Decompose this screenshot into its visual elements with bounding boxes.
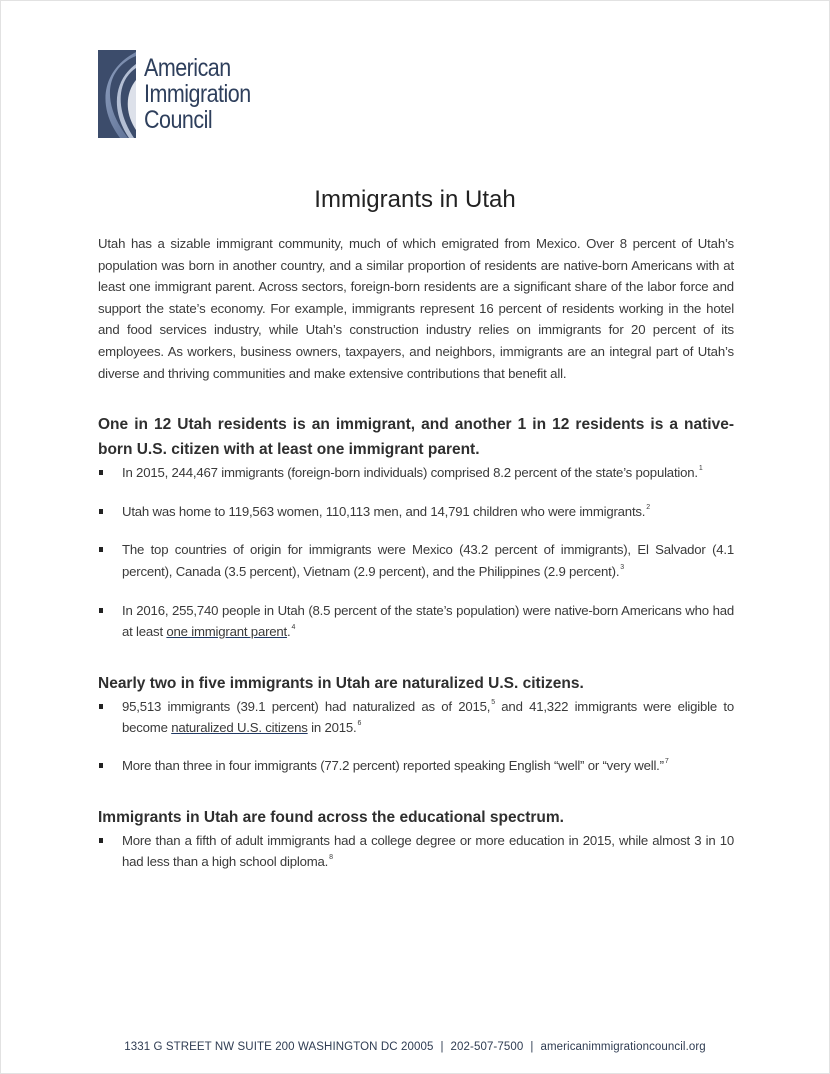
bullet-square-icon xyxy=(99,470,103,475)
footnote-ref[interactable]: 3 xyxy=(620,563,624,571)
bullet-square-icon xyxy=(99,608,103,613)
logo-line-council: Council xyxy=(144,106,213,134)
naturalized-citizens-link[interactable]: naturalized U.S. citizens xyxy=(171,720,308,736)
footnote-ref[interactable]: 4 xyxy=(291,624,296,632)
bullet-square-icon xyxy=(99,838,103,843)
logo-wordmark xyxy=(144,50,251,138)
logo-line-immigration: Immigration xyxy=(144,80,251,108)
list-item: In 2015, 244,467 immigrants (foreign-born individuals) comprised 8.2 percent of the state’s population.$^1$ xyxy=(98,462,734,484)
footer-separator: | xyxy=(530,1041,534,1053)
bullet-list-citizenship xyxy=(98,696,734,777)
logo-line-american: American xyxy=(144,54,231,82)
footer-website-link[interactable]: americanimmigrationcouncil.org xyxy=(540,1041,706,1053)
organization-logo xyxy=(98,50,268,138)
bullet-square-icon xyxy=(99,547,103,552)
section-heading-residents: One in 12 Utah residents is an immigrant, and another 1 in 12 residents is a native-born U.S. citizen with at least one immigrant parent. xyxy=(98,416,734,459)
intro-paragraph: Utah has a sizable immigrant community, much of which emigrated from Mexico. Over 8 percent of Utah’s population was born in another country, and a similar proportion of residents are native-born Americans with at least one immigrant parent. Across sectors, foreign-born residents are a significant share of the labor force and support the state’s economy. For example, immigrants represent 16 percent of residents working in the hotel and food services industry, while Utah’s construction industry relies on immigrants for 20 percent of its employees. As workers, business owners, taxpayers, and neighbors, immigrants are an integral part of Utah’s diverse and thriving communities and make extensive contributions that benefit all. xyxy=(98,236,734,381)
footer-address: 1331 G STREET NW SUITE 200 WASHINGTON DC 20005 xyxy=(124,1041,434,1053)
one-immigrant-parent-link[interactable]: one immigrant parent xyxy=(166,624,288,640)
list-item: Utah was home to 119,563 women, 110,113 men, and 14,791 children who were immigrants.$^2$ xyxy=(98,501,734,523)
list-item: More than three in four immigrants (77.2 percent) reported speaking English “well” or “very well.”$^7$ xyxy=(98,755,734,777)
section-heading-education: Immigrants in Utah are found across the educational spectrum. xyxy=(98,808,564,826)
footer-separator: | xyxy=(440,1041,444,1053)
bullet-list-education xyxy=(98,830,734,873)
bullet-square-icon xyxy=(99,509,103,514)
footnote-ref[interactable]: 2 xyxy=(646,503,650,511)
bullet-square-icon xyxy=(99,763,103,768)
footnote-ref[interactable]: 6 xyxy=(357,720,362,728)
list-item: 95,513 immigrants (39.1 percent) had naturalized as of 2015,$^5$ and 41,322 immigrants were eligible to become naturalized U.S. citizens in 2015.$^6$ xyxy=(98,696,734,739)
list-item: More than a fifth of adult immigrants had a college degree or more education in 2015, while almost 3 in 10 had less than a high school diploma.$^8$ xyxy=(98,830,734,873)
page-footer xyxy=(0,1041,830,1053)
section-heading-citizenship: Nearly two in five immigrants in Utah are naturalized U.S. citizens. xyxy=(98,674,584,692)
footnote-ref[interactable]: 7 xyxy=(664,757,669,765)
footnote-ref[interactable]: 5 xyxy=(491,698,495,706)
bullet-square-icon xyxy=(99,704,103,709)
page-title: Immigrants in Utah xyxy=(314,186,516,213)
footnote-ref[interactable]: 1 xyxy=(698,465,703,473)
bullet-list-residents xyxy=(98,462,734,643)
logo-mark-icon xyxy=(98,50,136,138)
document-body xyxy=(98,233,734,873)
list-item: The top countries of origin for immigrants were Mexico (43.2 percent of immigrants), El Salvador (4.1 percent), Canada (3.5 percent), Vietnam (2.9 percent), and the Philippines (2.9 percent).$^3$ xyxy=(98,539,734,582)
footnote-ref[interactable]: 8 xyxy=(329,854,333,862)
footer-phone: 202-507-7500 xyxy=(450,1041,524,1053)
list-item: In 2016, 255,740 people in Utah (8.5 percent of the state’s population) were native-born Americans who had at least one immigrant parent.$^4$ xyxy=(98,600,734,643)
